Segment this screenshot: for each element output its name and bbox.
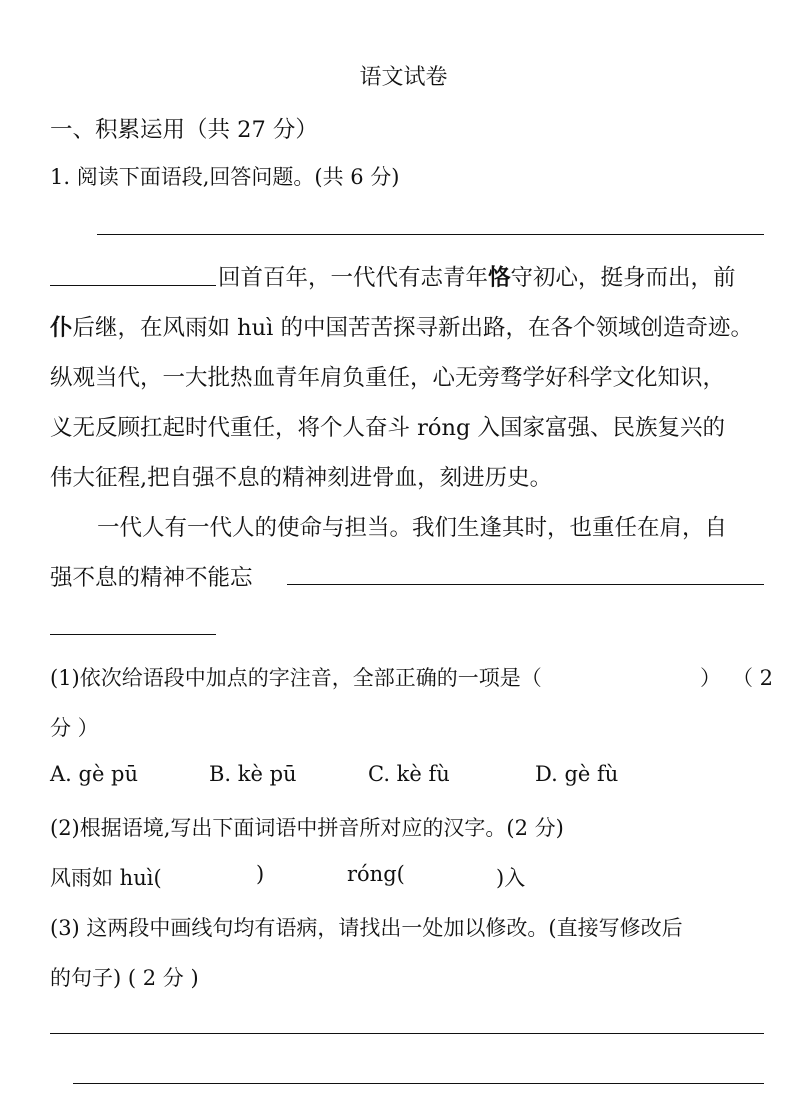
passage-line: 伟大征程,把自强不息的精神刻进骨血，刻进历史。 [50,465,553,491]
section-heading: 一、积累运用（共 27 分） [50,117,318,143]
passage-line: 义无反顾扛起时代重任，将个人奋斗 róng 入国家富强、民族复兴的 [50,415,726,441]
option-d: D. gè fù [535,762,619,786]
answer-line [73,1083,764,1084]
underline-blank [287,584,764,585]
pinyin-blank-b: róng( [347,862,405,886]
subquestion-3-stem-cont: 的句子) ( 2 分 ) [50,966,199,990]
option-c: C. kè fù [368,762,450,786]
pinyin-blank-a: 风雨如 huì( [50,866,162,890]
passage-line [218,260,736,292]
page-title: 语文试卷 [359,65,448,90]
passage-text: 守初心，挺身而出，前 [510,265,736,291]
score-label: （ 2 [732,666,774,690]
subquestion-3-stem: (3) 这两段中画线句均有语病，请找出一处加以修改。(直接写修改后 [50,916,683,940]
subquestion-1-stem: (1)依次给语段中加点的字注音，全部正确的一项是（ [50,666,542,690]
answer-paren-close: ） [700,666,721,690]
passage-line: 一代人有一代人的使命与担当。我们生逢其时，也重任在肩，自 [97,515,728,541]
question-1-prompt: 1. 阅读下面语段,回答问题。(共 6 分) [50,165,400,189]
passage-line: 纵观当代，一大批热血青年肩负重任，心无旁骛学好科学文化知识， [50,365,726,391]
passage-text: 后继，在风雨如 huì 的中国苦苦探寻新出路，在各个领域创造奇迹。 [72,315,753,341]
dotted-char: 仆 [50,315,73,341]
option-b: B. kè pū [209,762,297,786]
underline-blank [50,634,216,635]
passage-line: 强不息的精神不能忘 [50,565,253,591]
answer-line [50,1033,764,1034]
dotted-char: 恪 [488,265,511,291]
passage-line [50,310,753,342]
answer-line [97,234,764,235]
option-a: A. gè pū [50,762,139,786]
passage-text: 回首百年，一代代有志青年 [218,265,489,291]
pinyin-blank-b-close: )入 [496,866,526,890]
score-label: 分 ） [50,716,99,740]
subquestion-2-stem: (2)根据语境,写出下面词语中拼音所对应的汉字。(2 分) [50,816,564,840]
pinyin-blank-a-close: ) [256,862,265,886]
underline-blank [50,285,216,286]
